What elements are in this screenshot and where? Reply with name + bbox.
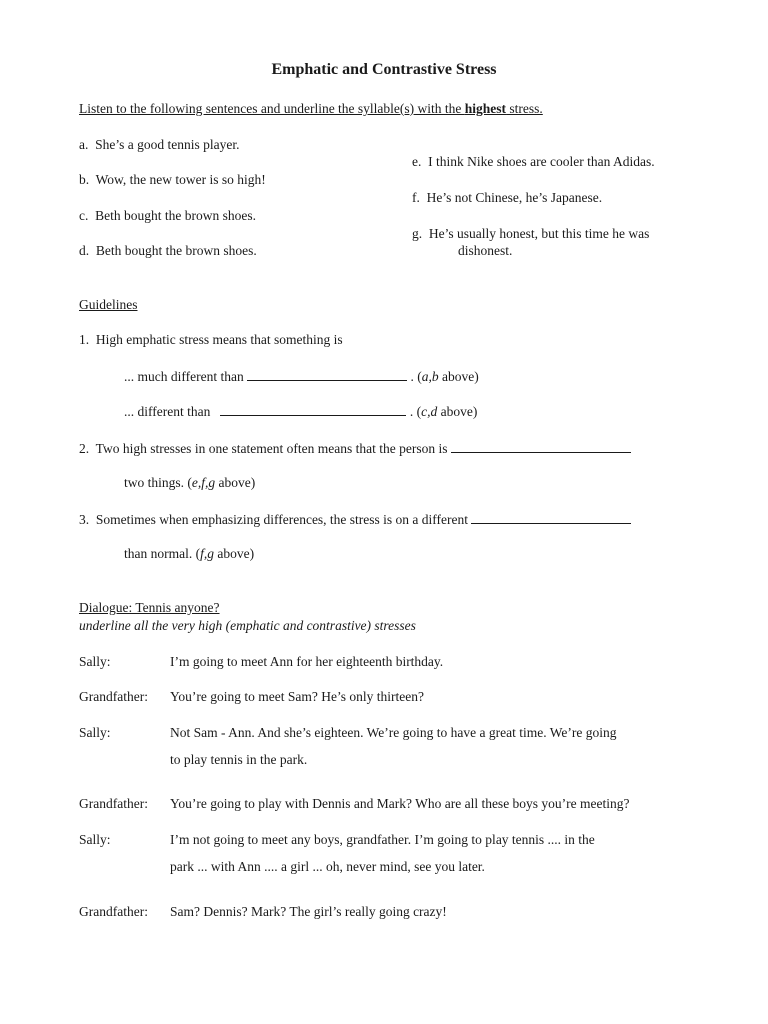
guideline-number: 1. bbox=[79, 332, 90, 347]
sentence-letter: b. bbox=[79, 172, 90, 187]
dialogue-line: I’m not going to meet any boys, grandfather. I’m going to play tennis .... in the bbox=[170, 832, 595, 847]
dialogue-speaker: Sally: bbox=[79, 725, 111, 740]
page-title: Emphatic and Contrastive Stress bbox=[271, 61, 497, 78]
dialogue-instruction: underline all the very high (emphatic and contrastive) stresses bbox=[79, 618, 416, 633]
fill-in-blank[interactable] bbox=[220, 403, 406, 416]
guideline-3b bbox=[124, 546, 254, 563]
guideline-1b bbox=[124, 403, 477, 421]
instruction bbox=[79, 101, 543, 118]
sentence-text: Beth bought the brown shoes. bbox=[95, 208, 256, 223]
guideline-number: 2. bbox=[79, 441, 90, 456]
guideline-text: Two high stresses in one statement often means that the person is bbox=[95, 441, 448, 456]
sentence-letter: f. bbox=[412, 190, 420, 205]
guideline-text: than normal. ( bbox=[124, 546, 201, 561]
guideline-text: Sometimes when emphasizing differences, the stress is on a different bbox=[95, 512, 469, 527]
sentence-g bbox=[412, 226, 649, 243]
guideline-refs: c,d bbox=[421, 404, 438, 419]
guideline-paren-close: above) bbox=[438, 369, 479, 384]
sentence-text: She’s a good tennis player. bbox=[95, 137, 240, 152]
dialogue-line-continuation: park ... with Ann .... a girl ... oh, never mind, see you later. bbox=[170, 859, 485, 874]
guideline-text: High emphatic stress means that something is bbox=[95, 332, 343, 347]
sentence-e bbox=[412, 154, 655, 171]
guidelines-heading: Guidelines bbox=[79, 297, 138, 312]
guideline-refs: a,b bbox=[421, 369, 439, 384]
sentence-letter: g. bbox=[412, 226, 423, 241]
dialogue-line-continuation: to play tennis in the park. bbox=[170, 752, 308, 767]
fill-in-blank[interactable] bbox=[451, 440, 631, 453]
sentence-letter: e. bbox=[412, 154, 422, 169]
guideline-text: two things. ( bbox=[124, 475, 192, 490]
dialogue-line: You’re going to meet Sam? He’s only thirteen? bbox=[170, 689, 424, 704]
guideline-number: 3. bbox=[79, 512, 90, 527]
guideline-paren-close: above) bbox=[214, 546, 255, 561]
guideline-3 bbox=[79, 511, 631, 529]
sentence-letter: d. bbox=[79, 243, 90, 258]
sentence-text: He’s not Chinese, he’s Japanese. bbox=[426, 190, 603, 205]
sentence-letter: a. bbox=[79, 137, 89, 152]
sentence-a bbox=[79, 137, 239, 154]
instruction-emphasis: highest bbox=[464, 101, 507, 116]
guideline-paren-open: . ( bbox=[409, 404, 422, 419]
guideline-2 bbox=[79, 440, 631, 458]
guideline-paren-open: . ( bbox=[410, 369, 422, 384]
dialogue-line: You’re going to play with Dennis and Mark? Who are all these boys you’re meeting? bbox=[170, 796, 630, 811]
sentence-letter: c. bbox=[79, 208, 89, 223]
sentence-b bbox=[79, 172, 266, 189]
dialogue-speaker: Sally: bbox=[79, 832, 111, 847]
dialogue-line: Sam? Dennis? Mark? The girl’s really going crazy! bbox=[170, 904, 447, 919]
sentence-c bbox=[79, 208, 256, 225]
instruction-text-start: Listen to the following sentences and underline the syllable(s) with the bbox=[79, 101, 465, 116]
sentence-f bbox=[412, 190, 602, 207]
sentence-g-continuation: dishonest. bbox=[458, 243, 513, 258]
guideline-refs: f,g bbox=[200, 546, 214, 561]
dialogue-speaker: Grandfather: bbox=[79, 796, 148, 811]
guideline-refs: e,f,g bbox=[191, 475, 216, 490]
dialogue-speaker: Sally: bbox=[79, 654, 111, 669]
dialogue-line: I’m going to meet Ann for her eighteenth birthday. bbox=[170, 654, 444, 669]
guideline-1 bbox=[79, 332, 343, 349]
guideline-paren-close: above) bbox=[215, 475, 256, 490]
guideline-text: ... much different than bbox=[124, 369, 244, 384]
dialogue-line: Not Sam - Ann. And she’s eighteen. We’re going to have a great time. We’re going bbox=[170, 725, 617, 740]
instruction-text-end: stress. bbox=[506, 101, 543, 116]
fill-in-blank[interactable] bbox=[471, 511, 631, 524]
dialogue-speaker: Grandfather: bbox=[79, 689, 148, 704]
guideline-paren-close: above) bbox=[437, 404, 478, 419]
dialogue-speaker: Grandfather: bbox=[79, 904, 148, 919]
guideline-2b bbox=[124, 475, 255, 492]
sentence-d bbox=[79, 243, 257, 260]
dialogue-heading: Dialogue: Tennis anyone? bbox=[79, 600, 220, 615]
guideline-text: ... different than bbox=[124, 404, 211, 419]
sentence-text: I think Nike shoes are cooler than Adidas. bbox=[428, 154, 655, 169]
sentence-text: He’s usually honest, but this time he was bbox=[428, 226, 650, 241]
sentence-text: Beth bought the brown shoes. bbox=[95, 243, 257, 258]
fill-in-blank[interactable] bbox=[247, 368, 407, 381]
sentence-text: Wow, the new tower is so high! bbox=[95, 172, 266, 187]
guideline-1a bbox=[124, 368, 479, 386]
